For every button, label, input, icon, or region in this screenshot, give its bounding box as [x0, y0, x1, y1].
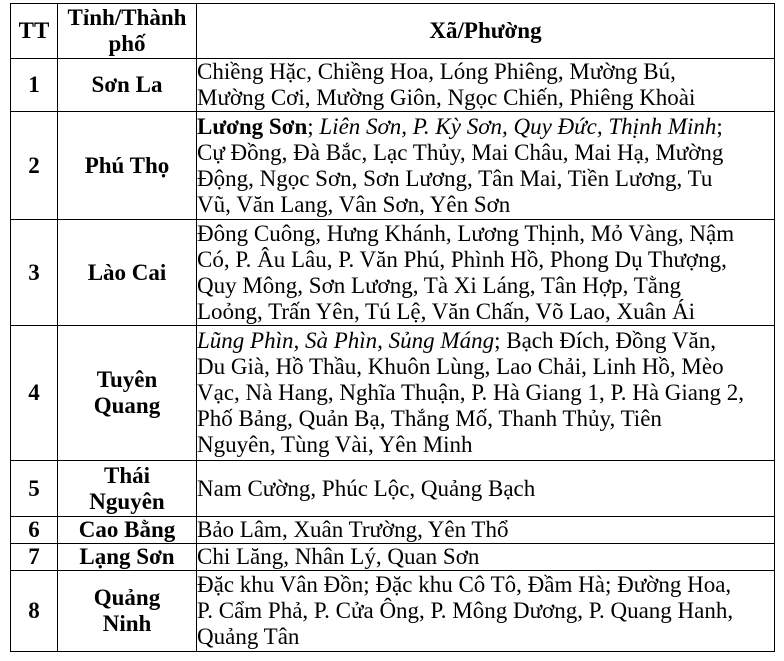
- wards-text: Có, P. Âu Lâu, P. Văn Phú, Phình Hồ, Phong Dụ Thượng,: [197, 246, 727, 272]
- wards-line: [197, 166, 774, 192]
- row-number: 5: [11, 461, 58, 517]
- wards-line: [197, 544, 774, 570]
- wards-text: Đặc khu Vân Đồn; Đặc khu Cô Tô, Đầm Hà; Đường Hoa,: [197, 572, 732, 597]
- wards-line: [197, 380, 774, 406]
- wards-text: Loỏng, Trấn Yên, Tú Lệ, Văn Chấn, Võ Lao, Xuân Ái: [197, 298, 696, 324]
- wards-text: Vạc, Nà Hang, Nghĩa Thuận, P. Hà Giang 1, P. Hà Giang 2,: [197, 380, 745, 405]
- table-row: [11, 544, 775, 571]
- wards-line: [197, 624, 774, 650]
- wards-line: [197, 140, 774, 166]
- table-row: [11, 220, 775, 326]
- province-cell: [58, 544, 197, 571]
- wards-line: [197, 59, 774, 85]
- header-province: [58, 4, 197, 59]
- wards-line: [197, 517, 774, 543]
- wards-text: Chiềng Hặc, Chiềng Hoa, Lóng Phiêng, Mường Bú,: [197, 59, 676, 84]
- row-number: 3: [11, 220, 58, 326]
- wards-text: Lũng Phìn, Sà Phìn, Sủng Máng: [197, 328, 495, 353]
- wards-line: [197, 406, 774, 432]
- wards-cell: [197, 59, 775, 112]
- wards-line: [197, 247, 774, 273]
- province-name-line: Ninh: [102, 611, 152, 636]
- wards-text: Phố Bảng, Quản Bạ, Thắng Mố, Thanh Thủy, Tiên: [197, 406, 662, 431]
- province-name-line: Sơn La: [91, 72, 163, 97]
- row-number: 7: [11, 544, 58, 571]
- table-body: [11, 59, 775, 652]
- header-province-line: phố: [108, 31, 146, 56]
- wards-text: Nam Cường, Phúc Lộc, Quảng Bạch: [197, 475, 536, 501]
- wards-line: [197, 354, 774, 380]
- wards-line: [197, 273, 774, 299]
- wards-text: Cự Đồng, Đà Bắc, Lạc Thủy, Mai Châu, Mai Hạ, Mường: [197, 139, 724, 165]
- table-row: [11, 326, 775, 461]
- wards-cell: [197, 517, 775, 544]
- province-cell: [58, 59, 197, 112]
- province-cell: [58, 571, 197, 652]
- province-name-line: Phú Thọ: [84, 152, 170, 178]
- wards-cell: [197, 326, 775, 461]
- province-name-line: Lào Cai: [87, 259, 167, 285]
- province-cell: [58, 220, 197, 326]
- province-cell: [58, 517, 197, 544]
- wards-line: [197, 476, 774, 502]
- wards-line: [197, 221, 774, 247]
- province-name-line: Nguyên: [89, 488, 165, 514]
- table-row: [11, 461, 775, 517]
- wards-line: [197, 572, 774, 598]
- wards-cell: [197, 112, 775, 220]
- wards-text: Bảo Lâm, Xuân Trường, Yên Thổ: [197, 517, 509, 542]
- row-number: 4: [11, 326, 58, 461]
- table-row: [11, 59, 775, 112]
- province-name-line: Tuyên: [96, 367, 158, 392]
- wards-text: Chi Lăng, Nhân Lý, Quan Sơn: [197, 544, 480, 569]
- wards-text: ; Bạch Đích, Đồng Văn,: [494, 328, 716, 353]
- wards-text: Động, Ngọc Sơn, Sơn Lương, Tân Mai, Tiền Lương, Tu: [197, 165, 713, 191]
- wards-line: [197, 192, 774, 218]
- wards-table: [10, 3, 775, 652]
- table-row: [11, 517, 775, 544]
- table-row: [11, 112, 775, 220]
- header-province-line: Tỉnh/Thành: [67, 5, 187, 30]
- wards-line: [197, 432, 774, 458]
- wards-text: Du Già, Hồ Thầu, Khuôn Lùng, Lao Chải, Linh Hồ, Mèo: [197, 354, 724, 379]
- header-wards: Xã/Phường: [197, 4, 775, 59]
- wards-text: P. Cẩm Phả, P. Cửa Ông, P. Mông Dương, P. Quang Hanh,: [197, 598, 734, 623]
- province-cell: [58, 112, 197, 220]
- province-cell: [58, 461, 197, 517]
- wards-text: Quảng Tân: [197, 624, 300, 649]
- wards-text: Lương Sơn: [197, 113, 308, 139]
- table-row: [11, 571, 775, 652]
- wards-text: ;: [307, 113, 320, 139]
- wards-text: Mường Cơi, Mường Giôn, Ngọc Chiến, Phiêng Khoài: [197, 85, 696, 110]
- province-name-line: Thái: [103, 462, 151, 488]
- province-cell: [58, 326, 197, 461]
- wards-text: Vũ, Văn Lang, Vân Sơn, Yên Sơn: [197, 191, 511, 217]
- wards-cell: [197, 571, 775, 652]
- row-number: 1: [11, 59, 58, 112]
- wards-line: [197, 598, 774, 624]
- wards-text: Nguyên, Tùng Vài, Yên Minh: [197, 432, 473, 457]
- row-number: 2: [11, 112, 58, 220]
- wards-line: [197, 114, 774, 140]
- header-row: [11, 4, 775, 59]
- wards-line: [197, 299, 774, 325]
- province-name-line: Lạng Sơn: [79, 544, 175, 569]
- wards-text: Đông Cuông, Hưng Khánh, Lương Thịnh, Mỏ Vàng, Nậm: [197, 220, 735, 246]
- wards-line: [197, 328, 774, 354]
- row-number: 6: [11, 517, 58, 544]
- wards-text: Liên Sơn, P. Kỳ Sơn, Quy Đức, Thịnh Minh: [319, 113, 717, 139]
- wards-text: Quy Mông, Sơn Lương, Tà Xi Láng, Tân Hợp, Tằng: [197, 272, 681, 298]
- wards-cell: [197, 461, 775, 517]
- wards-text: ;: [716, 113, 723, 139]
- wards-line: [197, 85, 774, 111]
- wards-cell: [197, 544, 775, 571]
- province-name-line: Cao Bằng: [78, 517, 176, 542]
- wards-cell: [197, 220, 775, 326]
- province-name-line: Quang: [93, 393, 161, 418]
- province-name-line: Quảng: [93, 585, 161, 610]
- table-header: [11, 4, 775, 59]
- header-tt: TT: [11, 4, 58, 59]
- row-number: 8: [11, 571, 58, 652]
